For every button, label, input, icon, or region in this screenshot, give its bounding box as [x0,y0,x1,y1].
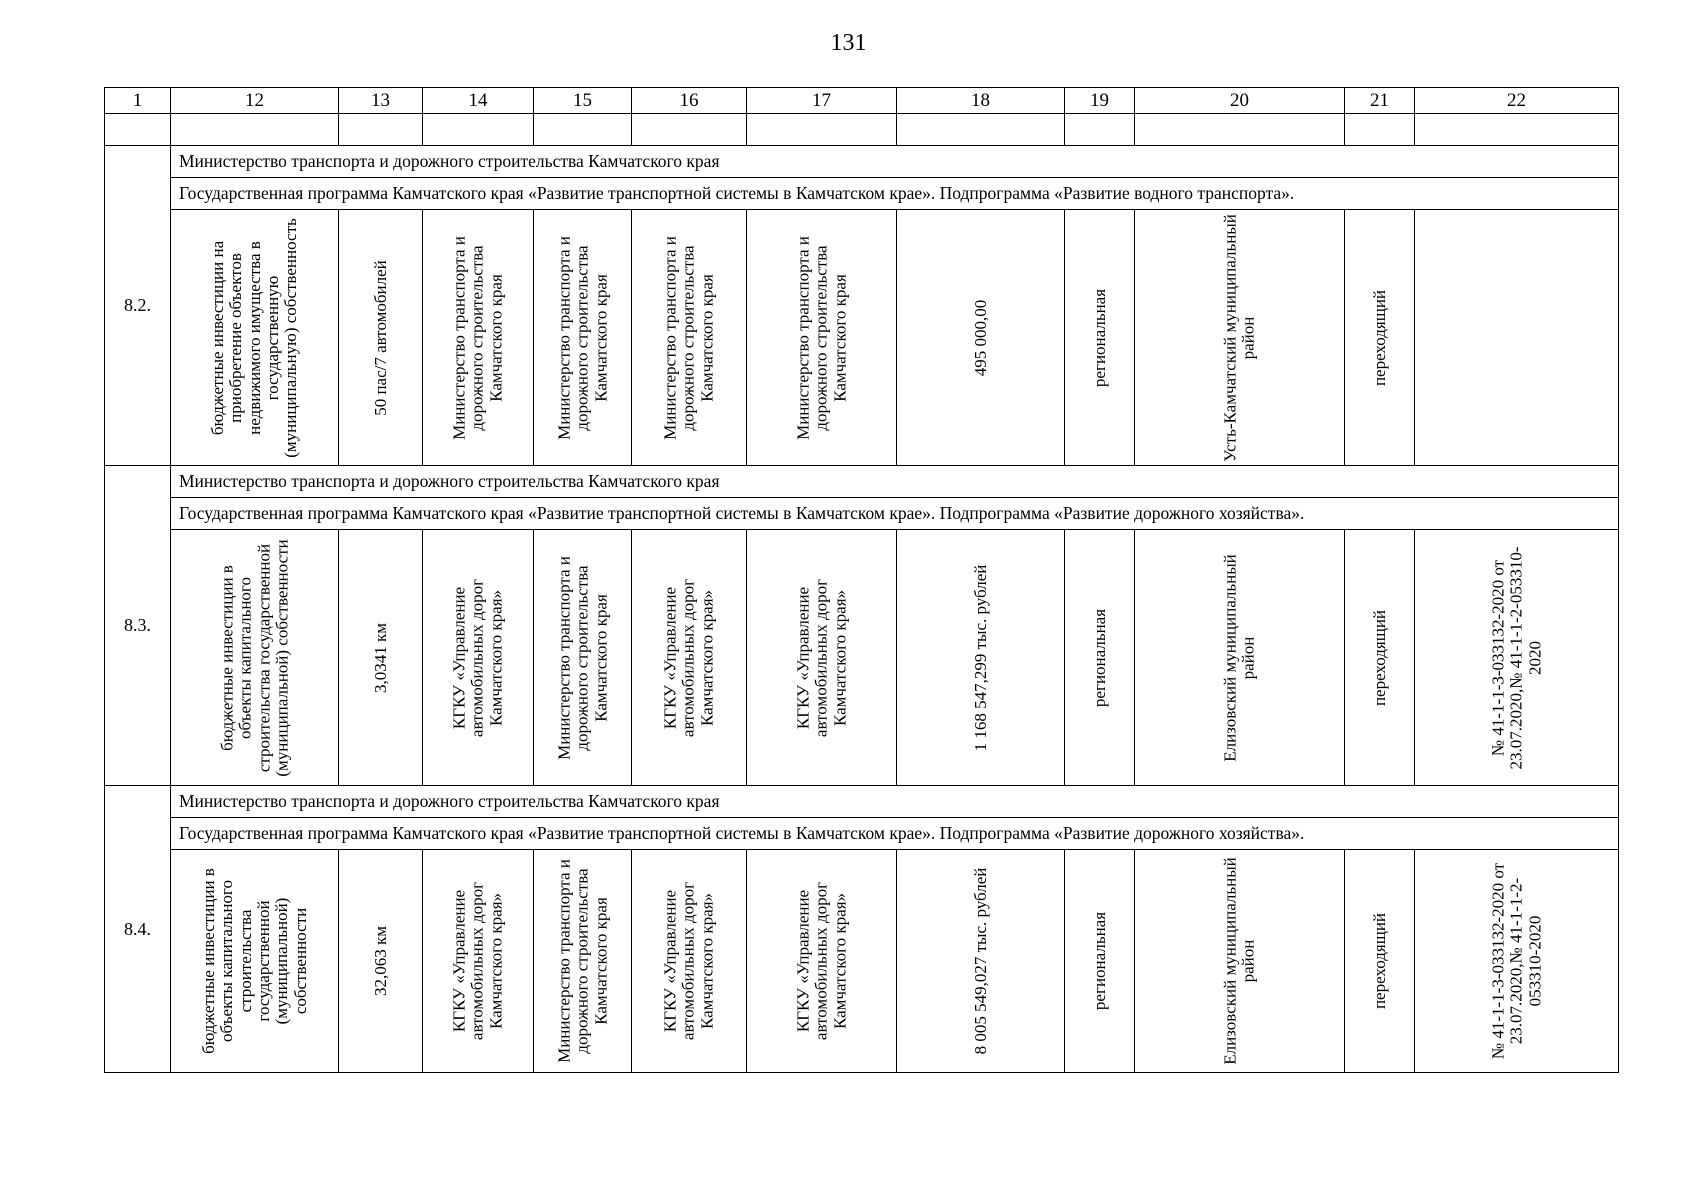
expertise-cell [1415,530,1619,786]
column-number: 17 [747,88,897,114]
column-number: 18 [897,88,1065,114]
investment-table [104,87,1619,1073]
cost: 8 005 549,027 тыс. рублей [970,867,990,1055]
empty-cell [1135,114,1345,146]
customer: Министерство транспорта и дорожного строительства Камчатского края [553,859,610,1063]
column-number: 16 [632,88,747,114]
responsible: КГКУ «Управление автомобильных дорог Камчатского края» [449,881,506,1041]
responsible: КГКУ «Управление автомобильных дорог Камчатского края» [449,578,506,737]
program-name: Государственная программа Камчатского края «Развитие транспортной системы в Камчатском крае». Подпрограмма «Развитие водного транспорта». [171,178,1619,210]
responsible-cell [423,530,534,786]
status: переходящий [1369,289,1389,386]
empty-cell [1345,114,1415,146]
column-number: 21 [1345,88,1415,114]
ministry-name: Министерство транспорта и дорожного строительства Камчатского края [171,146,1619,178]
significance-cell [1065,850,1135,1073]
ministry-row [105,146,1619,178]
program-name: Государственная программа Камчатского края «Развитие транспортной системы в Камчатском крае». Подпрограмма «Развитие дорожного хозяйства». [171,818,1619,850]
program-row [105,498,1619,530]
table-row [105,210,1619,466]
empty-cell [632,114,747,146]
builder-cell [747,210,897,466]
column-number-row [105,88,1619,114]
responsible-cell [423,850,534,1073]
customer-cell [534,210,632,466]
capacity-cell [339,210,423,466]
ministry-row [105,786,1619,818]
significance: региональная [1089,608,1109,707]
builder: КГКУ «Управление автомобильных дорог Камчатского края» [792,881,849,1041]
significance-cell [1065,530,1135,786]
item-number: 8.4. [105,786,171,1073]
significance: региональная [1089,911,1109,1011]
column-number: 13 [339,88,423,114]
customer: Министерство транспорта и дорожного строительства Камчатского края [553,555,610,760]
program-row [105,178,1619,210]
responsible-cell [423,210,534,466]
builder-cell [747,530,897,786]
program-row [105,818,1619,850]
empty-cell [423,114,534,146]
capacity-cell [339,530,423,786]
location-cell [1135,210,1345,466]
location: Усть-Камчатский муниципальный район [1220,213,1258,462]
responsible: Министерство транспорта и дорожного строительства Камчатского края [449,235,506,440]
column-number: 15 [534,88,632,114]
location: Елизовский муниципальный район [1220,553,1258,762]
location-cell [1135,530,1345,786]
ministry-row [105,466,1619,498]
cost-cell [897,850,1065,1073]
significance-cell [1065,210,1135,466]
investment-type: бюджетные инвестиции в объекты капитального строительства государственной (муниципальной) собственности [216,538,291,777]
status-cell [1345,530,1415,786]
customer-cell [534,530,632,786]
developer-cell [632,530,747,786]
status-cell [1345,850,1415,1073]
customer: Министерство транспорта и дорожного строительства Камчатского края [553,235,610,440]
empty-cell [105,114,171,146]
column-number: 1 [105,88,171,114]
column-number: 12 [171,88,339,114]
expertise-cell [1415,850,1619,1073]
table-row [105,530,1619,786]
program-name: Государственная программа Камчатского края «Развитие транспортной системы в Камчатском крае». Подпрограмма «Развитие дорожного хозяйства». [171,498,1619,530]
column-number: 19 [1065,88,1135,114]
item-number: 8.2. [105,146,171,466]
capacity: 3,0341 км [370,622,390,693]
expertise: № 41-1-1-3-033132-2020 от 23.07.2020,№ 41-1-1-2-053310-2020 [1487,862,1544,1060]
empty-cell [1065,114,1135,146]
investment-type: бюджетные инвестиции на приобретение объектов недвижимого имущества в государственную (муниципальную) собственность [207,217,301,458]
expertise: № 41-1-1-3-033132-2020 от 23.07.2020,№ 41-1-1-2-053310-2020 [1487,545,1544,770]
status-cell [1345,210,1415,466]
builder: Министерство транспорта и дорожного строительства Камчатского края [792,235,849,440]
investment-type: бюджетные инвестиции в объекты капитального строительства государственной (муниципальной) собственности [198,868,310,1054]
empty-cell [1415,114,1619,146]
cost-cell [897,530,1065,786]
column-number: 14 [423,88,534,114]
status: переходящий [1369,912,1389,1010]
empty-cell [171,114,339,146]
column-number: 22 [1415,88,1619,114]
cost-cell [897,210,1065,466]
location-cell [1135,850,1345,1073]
expertise-cell [1415,210,1619,466]
developer: КГКУ «Управление автомобильных дорог Камчатского края» [660,578,717,737]
investment-type-cell [171,210,339,466]
location: Елизовский муниципальный район [1220,857,1258,1065]
builder-cell [747,850,897,1073]
investment-type-cell [171,530,339,786]
table-row [105,850,1619,1073]
empty-cell [339,114,423,146]
ministry-name: Министерство транспорта и дорожного строительства Камчатского края [171,466,1619,498]
developer-cell [632,850,747,1073]
customer-cell [534,850,632,1073]
empty-cell [897,114,1065,146]
cost: 1 168 547,299 тыс. рублей [970,564,990,751]
item-number: 8.3. [105,466,171,786]
capacity-cell [339,850,423,1073]
empty-cell [747,114,897,146]
cost: 495 000,00 [970,299,990,376]
page-number: 131 [830,30,867,56]
empty-cell [534,114,632,146]
ministry-name: Министерство транспорта и дорожного строительства Камчатского края [171,786,1619,818]
significance: региональная [1089,288,1109,387]
investment-type-cell [171,850,339,1073]
capacity: 32,063 км [370,925,390,997]
builder: КГКУ «Управление автомобильных дорог Камчатского края» [792,578,849,737]
developer: КГКУ «Управление автомобильных дорог Камчатского края» [660,881,717,1041]
developer: Министерство транспорта и дорожного строительства Камчатского края [660,235,717,440]
capacity: 50 пас/7 автомобилей [370,259,390,416]
status: переходящий [1369,609,1389,706]
developer-cell [632,210,747,466]
column-number: 20 [1135,88,1345,114]
blank-row [105,114,1619,146]
